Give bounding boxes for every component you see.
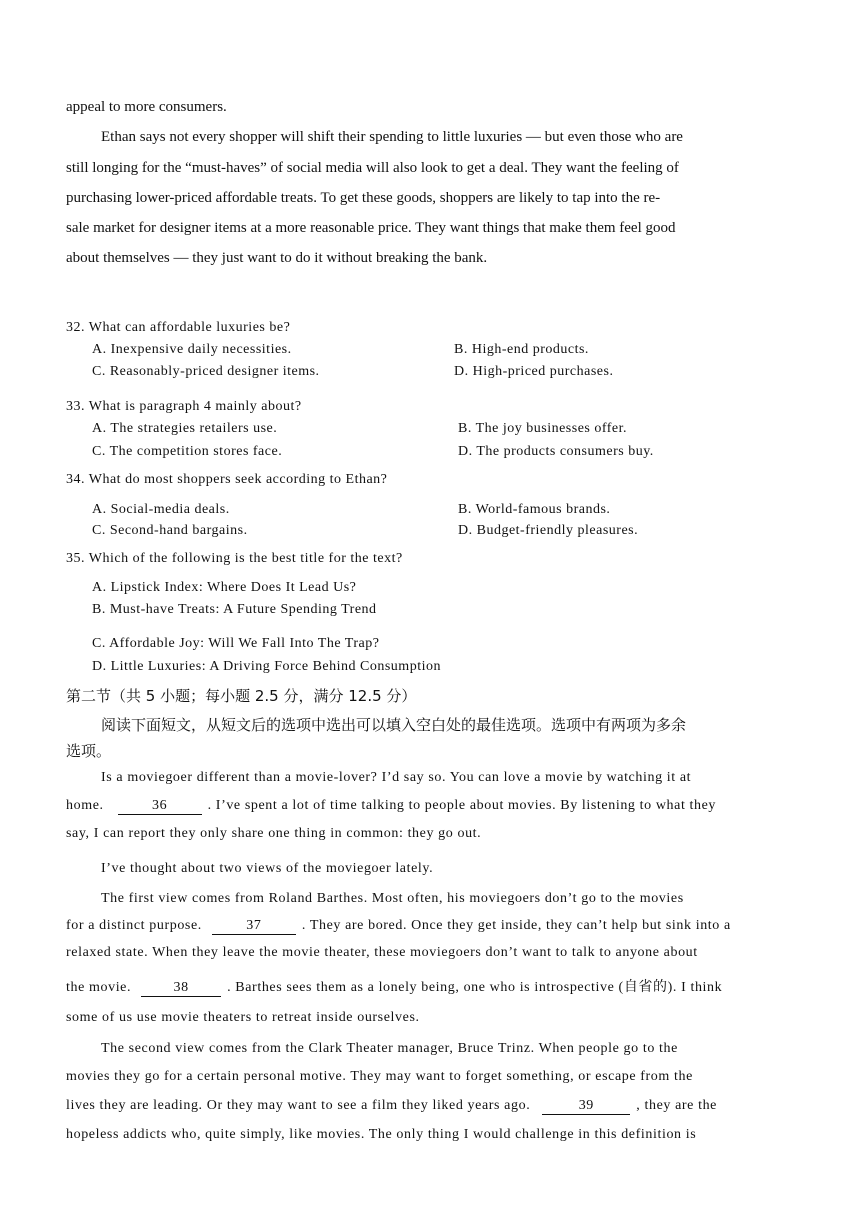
passage-line: sale market for designer items at a more reasonable price. They want things that make them feel good — [66, 220, 676, 237]
passage2-line: movies they go for a certain personal motive. They may want to forget something, or escape from the — [66, 1069, 693, 1084]
line-text: . I’ve spent a lot of time talking to people about movies. By listening to what they — [207, 798, 717, 813]
line-text: . Barthes sees them as a lonely being, one who is introspective ( — [227, 980, 624, 995]
line-text: ). I think — [667, 980, 723, 995]
passage2-line — [66, 976, 784, 997]
passage2-line: The first view comes from Roland Barthes. Most often, his moviegoers don’t go to the movies — [101, 891, 684, 906]
line-text: . They are bored. Once they get inside, they can’t help but sink into a — [301, 918, 731, 933]
cjk-gloss: 自省的 — [623, 979, 668, 995]
passage-line: Ethan says not every shopper will shift their spending to little luxuries — but even those who are — [101, 129, 683, 146]
question-34-stem: 34. What do most shoppers seek according to Ethan? — [66, 472, 388, 487]
question-32-option-b: B. High-end products. — [454, 342, 589, 357]
passage2-line — [66, 798, 784, 815]
blank-39: 39 — [542, 1098, 630, 1115]
line-text: home. — [66, 798, 104, 813]
line-text: lives they are leading. Or they may want to see a film they liked years ago. — [66, 1098, 531, 1113]
question-33-option-d: D. The products consumers buy. — [458, 444, 654, 459]
section-instructions — [66, 712, 786, 764]
blank-38: 38 — [141, 980, 221, 997]
instruction-line: 选项。 — [66, 742, 112, 760]
passage-line: about themselves — they just want to do it without breaking the bank. — [66, 250, 488, 267]
question-33-stem: 33. What is paragraph 4 mainly about? — [66, 399, 302, 414]
question-33-option-b: B. The joy businesses offer. — [458, 421, 628, 436]
question-35-stem: 35. Which of the following is the best title for the text? — [66, 551, 403, 566]
line-text: for a distinct purpose. — [66, 918, 202, 933]
question-32-option-d: D. High-priced purchases. — [454, 364, 614, 379]
question-34-option-b: B. World-famous brands. — [458, 502, 611, 517]
passage2-line: hopeless addicts who, quite simply, like movies. The only thing I would challenge in this definition is — [66, 1127, 697, 1142]
question-33-option-c: C. The competition stores face. — [92, 444, 283, 459]
question-35-option-c: C. Affordable Joy: Will We Fall Into The Trap? — [92, 636, 380, 651]
passage2-line: relaxed state. When they leave the movie theater, these moviegoers don’t want to talk to anyone about — [66, 945, 698, 960]
question-34-option-d: D. Budget-friendly pleasures. — [458, 523, 639, 538]
passage-line: purchasing lower-priced affordable treats. To get these goods, shoppers are likely to tap into the re- — [66, 189, 661, 206]
question-32-option-c: C. Reasonably-priced designer items. — [92, 364, 320, 379]
passage-continuation — [66, 92, 786, 274]
passage2-line — [66, 918, 784, 935]
question-32-stem: 32. What can affordable luxuries be? — [66, 320, 291, 335]
line-text: , they are the — [636, 1098, 717, 1113]
passage2-line: some of us use movie theaters to retreat inside ourselves. — [66, 1010, 420, 1025]
question-35-option-d: D. Little Luxuries: A Driving Force Behind Consumption — [92, 659, 441, 674]
blank-37: 37 — [212, 918, 296, 935]
passage2-line: Is a moviegoer different than a movie-lover? I’d say so. You can love a movie by watching it at — [101, 770, 692, 785]
passage2-line: I’ve thought about two views of the moviegoer lately. — [101, 861, 434, 876]
passage-line: appeal to more consumers. — [66, 99, 227, 115]
question-35-option-b: B. Must-have Treats: A Future Spending Trend — [92, 602, 377, 617]
passage-line: still longing for the “must-haves” of social media will also look to get a deal. They want the feeling of — [66, 159, 679, 176]
passage2-line: The second view comes from the Clark Theater manager, Bruce Trinz. When people go to the — [101, 1041, 678, 1056]
blank-36: 36 — [118, 798, 202, 815]
question-35-option-a: A. Lipstick Index: Where Does It Lead Us? — [92, 580, 357, 595]
question-34-option-a: A. Social-media deals. — [92, 502, 230, 517]
instruction-line: 阅读下面短文，从短文后的选项中选出可以填入空白处的最佳选项。选项中有两项为多余 — [101, 716, 687, 734]
question-34-option-c: C. Second-hand bargains. — [92, 523, 248, 538]
line-text: the movie. — [66, 980, 132, 995]
question-32-option-a: A. Inexpensive daily necessities. — [92, 342, 292, 357]
passage2-line — [66, 1098, 784, 1115]
question-33-option-a: A. The strategies retailers use. — [92, 421, 278, 436]
section-heading: 第二节（共 5 小题；每小题 2.5 分，满分 12.5 分） — [66, 687, 417, 705]
passage2-line: say, I can report they only share one thing in common: they go out. — [66, 826, 482, 841]
